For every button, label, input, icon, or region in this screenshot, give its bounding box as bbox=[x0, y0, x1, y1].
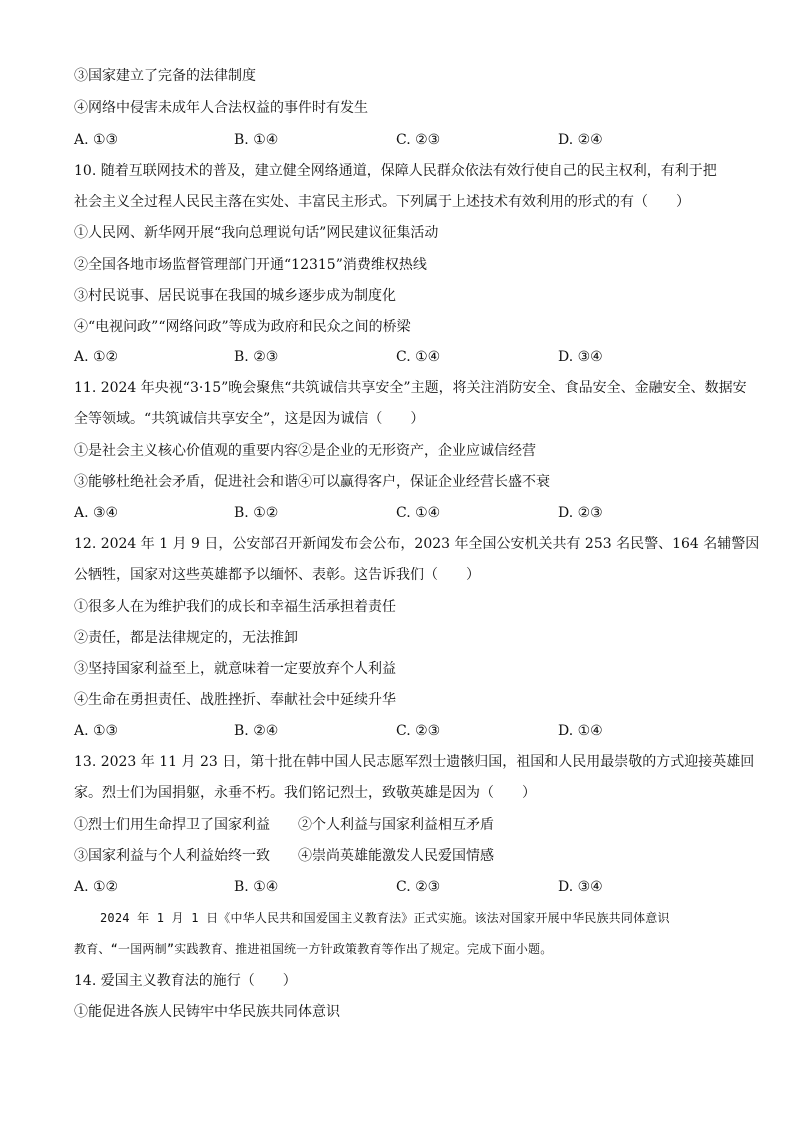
q12-option-a: A. ①③ bbox=[74, 723, 119, 739]
q9-option-a: A. ①③ bbox=[74, 132, 119, 148]
q14-statement-1: ①能促进各族人民铸牢中华民族共同体意识 bbox=[74, 1004, 340, 1020]
q12-option-c: C. ②③ bbox=[396, 723, 441, 739]
q12-option-d: D. ①④ bbox=[558, 723, 603, 739]
q10-stem-line-2: 社会主义全过程人民民主落在实处、丰富民主形式。下列属于上述技术有效利用的形式的有（ ） bbox=[74, 194, 690, 210]
q12-options bbox=[74, 721, 724, 741]
q13-statements-3-4: ③国家利益与个人利益始终一致 ④崇尚英雄能激发人民爱国情感 bbox=[74, 848, 494, 864]
q10-statement-1: ①人民网、新华网开展“我向总理说句话”网民建议征集活动 bbox=[74, 225, 439, 241]
q10-statement-4: ④“电视问政”“网络问政”等成为政府和民众之间的桥梁 bbox=[74, 319, 411, 335]
q12-statement-4: ④生命在勇担责任、战胜挫折、奉献社会中延续升华 bbox=[74, 692, 396, 708]
q12-stem-line-2: 公牺牲，国家对这些英雄都予以缅怀、表彰。这告诉我们（ ） bbox=[74, 567, 480, 583]
q12-statement-1: ①很多人在为维护我们的成长和幸福生活承担着责任 bbox=[74, 599, 396, 615]
q13-option-c: C. ②③ bbox=[396, 879, 441, 895]
q9-options bbox=[74, 130, 724, 150]
q13-statements-1-2: ①烈士们用生命捍卫了国家利益 ②个人利益与国家利益相互矛盾 bbox=[74, 817, 494, 833]
material-paragraph-line-2: 教育、“一国两制”实践教育、推进祖国统一方针政策教育等作出了规定。完成下面小题。 bbox=[74, 942, 553, 956]
q14-stem: 14. 爱国主义教育法的施行（ ） bbox=[74, 973, 297, 989]
q12-stem-line-1: 12. 2024 年 1 月 9 日，公安部召开新闻发布会公布，2023 年全国公安机关共有 253 名民警、164 名辅警因 bbox=[74, 536, 760, 552]
q12-statement-3: ③坚持国家利益至上，就意味着一定要放弃个人利益 bbox=[74, 661, 396, 677]
q13-stem-line-2: 家。烈士们为国捐躯，永垂不朽。我们铭记烈士，致敬英雄是因为（ ） bbox=[74, 785, 536, 801]
material-paragraph-line-1: 2024 年 1 月 1 日《中华人民共和国爱国主义教育法》正式实施。该法对国家开展中华民族共同体意识 bbox=[100, 911, 670, 925]
q12-option-b: B. ②④ bbox=[234, 723, 279, 739]
q10-statement-3: ③村民说事、居民说事在我国的城乡逐步成为制度化 bbox=[74, 288, 396, 304]
q9-statement-4: ④网络中侵害未成年人合法权益的事件时有发生 bbox=[74, 100, 368, 116]
q10-option-d: D. ③④ bbox=[558, 349, 603, 365]
q11-option-b: B. ①② bbox=[234, 505, 279, 521]
q13-option-b: B. ①④ bbox=[234, 879, 279, 895]
q11-stem-line-1: 11. 2024 年央视“3·15”晚会聚焦“共筑诚信共享安全”主题，将关注消防安全、食品安全、金融安全、数据安 bbox=[74, 380, 747, 396]
q9-statement-3: ③国家建立了完备的法律制度 bbox=[74, 68, 256, 84]
q11-options bbox=[74, 503, 724, 523]
q10-stem-line-1: 10. 随着互联网技术的普及，建立健全网络通道，保障人民群众依法有效行使自己的民主权利，有利于把 bbox=[74, 163, 717, 179]
q12-statement-2: ②责任，都是法律规定的，无法推卸 bbox=[74, 630, 298, 646]
q10-option-b: B. ②③ bbox=[234, 349, 279, 365]
q10-options bbox=[74, 347, 724, 367]
q13-option-a: A. ①② bbox=[74, 879, 119, 895]
q9-option-d: D. ②④ bbox=[558, 132, 603, 148]
q13-option-d: D. ③④ bbox=[558, 879, 603, 895]
q13-stem-line-1: 13. 2023 年 11 月 23 日，第十批在韩中国人民志愿军烈士遗骸归国，祖国和人民用最崇敬的方式迎接英雄回 bbox=[74, 754, 755, 770]
q11-statements-1-2: ①是社会主义核心价值观的重要内容②是企业的无形资产，企业应诚信经营 bbox=[74, 443, 536, 459]
q13-options bbox=[74, 877, 724, 897]
q10-statement-2: ②全国各地市场监督管理部门开通“12315”消费维权热线 bbox=[74, 257, 427, 273]
q10-option-c: C. ①④ bbox=[396, 349, 441, 365]
q10-option-a: A. ①② bbox=[74, 349, 119, 365]
q11-option-c: C. ①④ bbox=[396, 505, 441, 521]
q9-option-b: B. ①④ bbox=[234, 132, 279, 148]
q9-option-c: C. ②③ bbox=[396, 132, 441, 148]
q11-stem-line-2: 全等领域。“共筑诚信共享安全”，这是因为诚信（ ） bbox=[74, 411, 425, 427]
q11-statements-3-4: ③能够杜绝社会矛盾，促进社会和谐④可以赢得客户，保证企业经营长盛不衰 bbox=[74, 474, 550, 490]
q11-option-d: D. ②③ bbox=[558, 505, 603, 521]
q11-option-a: A. ③④ bbox=[74, 505, 119, 521]
